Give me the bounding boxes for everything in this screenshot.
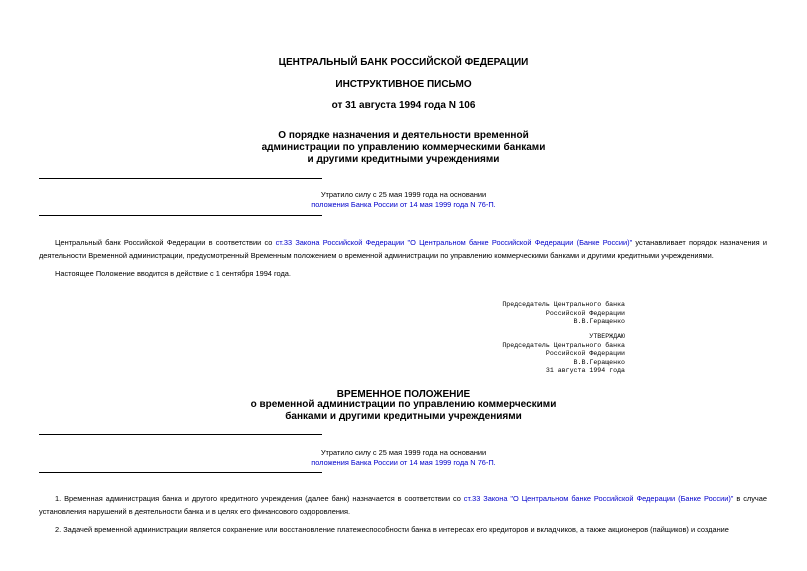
divider [39,215,322,216]
divider [39,178,322,179]
law-article-link[interactable]: ст.33 Закона "О Центральном банке Российской Федерации (Банке России)" [463,494,734,503]
repeal-note-text: Утратило силу с 25 мая 1999 года на основании [320,448,487,457]
approval-block: УТВЕРЖДАЮ Председатель Центрального банка Российской Федерации В.В.Геращенко 31 августа 1994 года [502,333,625,375]
doc-subject-line: О порядке назначения и деятельности временной [278,130,529,141]
doc-type: ИНСТРУКТИВНОЕ ПИСЬМО [335,79,472,90]
repeal-note-link[interactable]: положения Банка России от 14 мая 1999 года N 76-П. [311,200,496,209]
repeal-note-link[interactable]: положения Банка России от 14 мая 1999 года N 76-П. [311,458,496,467]
doc-date-number: от 31 августа 1994 года N 106 [331,100,476,111]
divider [39,434,322,435]
law-article-link[interactable]: ст.33 Закона Российской Федерации "О Центральном банке Российской Федерации (Банке России)" [275,238,633,247]
signature-block: Председатель Центрального банка Российской Федерации В.В.Геращенко [502,301,625,326]
doc-subject-line: администрации по управлению коммерческими банками [261,142,546,153]
repeal-note-text: Утратило силу с 25 мая 1999 года на основании [320,190,487,199]
effective-date-paragraph: Настоящее Положение вводится в действие с 1 сентября 1994 года. [55,269,291,278]
org-title: ЦЕНТРАЛЬНЫЙ БАНК РОССИЙСКОЙ ФЕДЕРАЦИИ [278,57,529,68]
clause-2: 2. Задачей временной администрации является сохранение или восстановление платежеспособности банка в интересах его кредиторов и вкладчиков, а также акционеров (пайщиков) и создание [55,525,729,534]
regulation-title: ВРЕМЕННОЕ ПОЛОЖЕНИЕ [336,389,471,400]
intro-paragraph: Центральный банк Российской Федерации в соответствии со ст.33 Закона Российской Федерации "О Центральном банке Российской Федерации (Банке России)" устанавливает порядок назначения и деятельности Временной администрации, предусмотренный Временным положением о временной администрации по управлению коммерческими банками и другими кредитными учреждениями. [39,238,768,260]
divider [39,472,322,473]
regulation-subtitle: о временной администрации по управлению коммерческими банками и другими кредитными учреждениями [250,399,557,422]
doc-subject-line: и другими кредитными учреждениями [307,154,500,165]
doc-subject [0,130,807,166]
clause-1: 1. Временная администрация банка и другого кредитного учреждения (далее банк) назначается в соответствии со ст.33 Закона "О Центральном банке Российской Федерации (Банке России)" в случае установления нарушений в деятельности банка и в целях его финансового оздоровления. [39,494,767,516]
